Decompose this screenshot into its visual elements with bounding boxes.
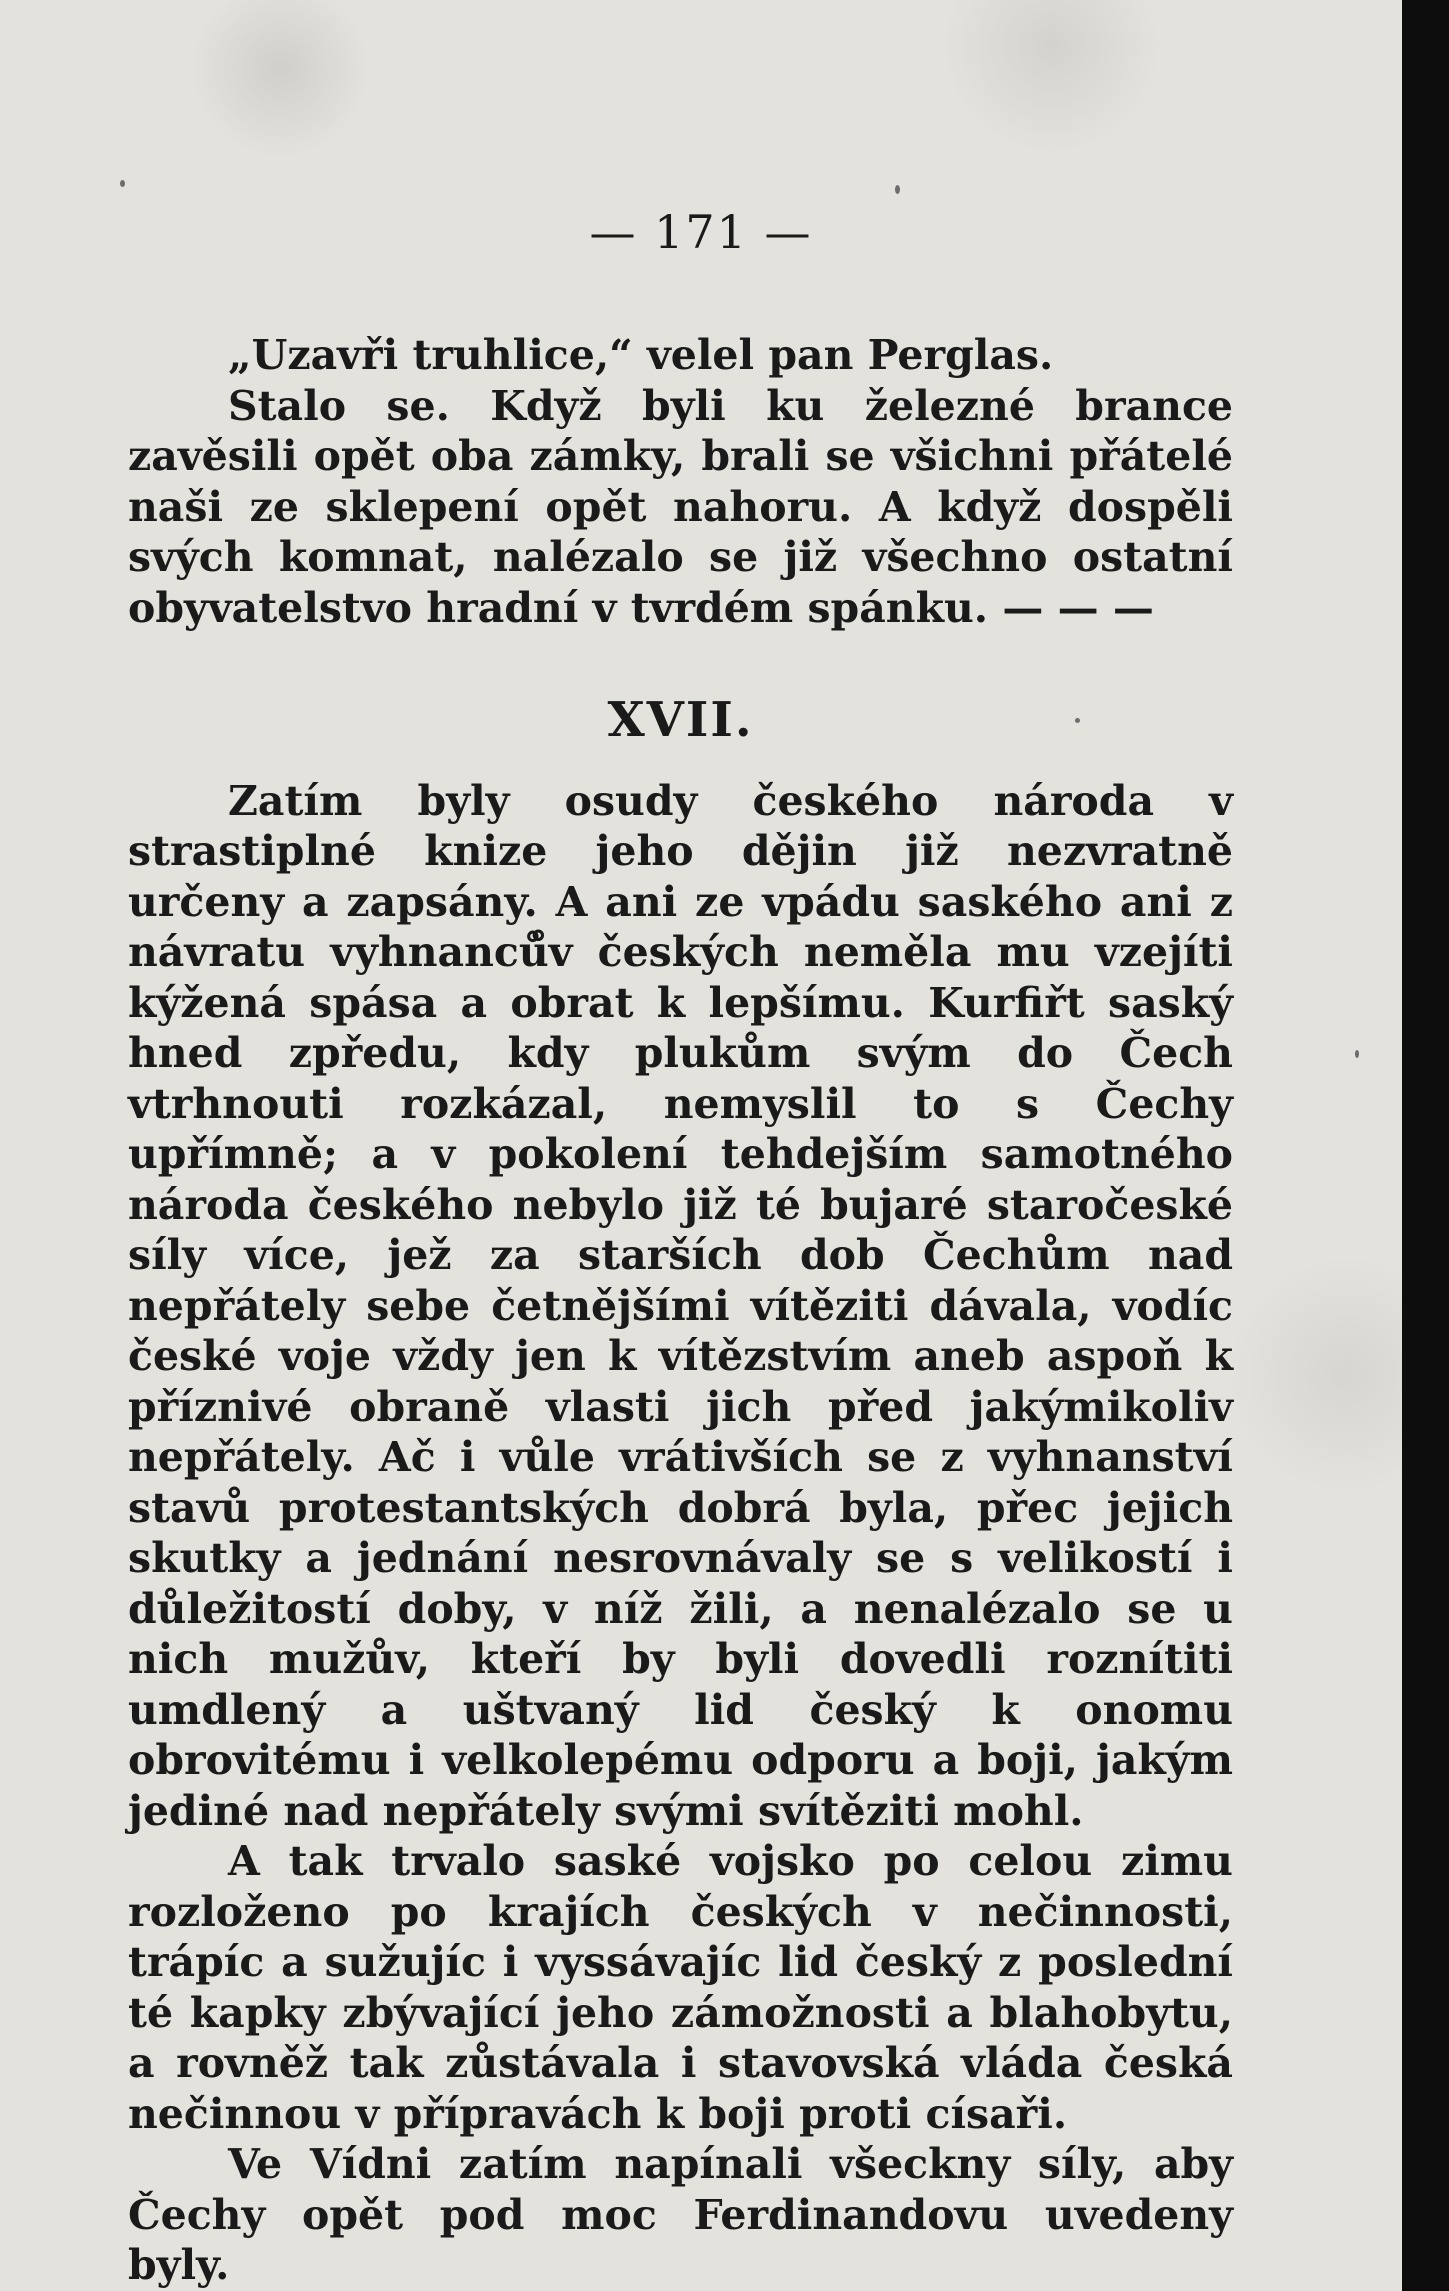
ink-speck (1355, 1050, 1359, 1058)
paragraph: „Uzavři truhlice,“ velel pan Perglas. (228, 331, 1054, 379)
paragraph: A tak trvalo saské vojsko po celou zimu rozloženo po krajích českých v nečinnosti, trápíc a sužujíc i vyssávajíc lid český z poslední té kapky zbývající jeho zámožnosti a blahobytu, a rovněž tak zůstávala i stavovská vláda česká nečinnou v přípravách k boji proti císaři. (128, 1837, 1233, 2138)
scan-border (1402, 0, 1449, 2291)
paragraph: Stalo se. Když byli ku železné brance zavěsili opět oba zámky, brali se všichni přátelé naši ze sklepení opět nahoru. A když dospěli svých komnat, nalézalo se již všechno ostatní obyvatelstvo hradní v tvrdém spánku. — — — (128, 381, 1233, 632)
ink-speck (120, 180, 125, 187)
body-text (128, 330, 1233, 2291)
ink-speck (895, 185, 900, 194)
paragraph: Ve Vídni zatím napínali všeckny síly, aby Čechy opět pod moc Ferdinandovu uvedeny byly. (128, 2140, 1233, 2289)
paragraph: Zatím byly osudy českého národa v strastiplné knize jeho dějin již nezvratně určeny a zapsány. A ani ze vpádu saského ani z návratu vyhnanců̊v českých neměla mu vzejíti kýžená spása a obrat k lepšímu. Kurfiřt saský hned zpředu, kdy plukům svým do Čech vtrhnouti rozkázal, nemyslil to s Čechy upřímně; a v pokolení tehdejším samotného národa českého nebylo již té bujaré staročeské síly více, jež za starších dob Čechům nad nepřátely sebe četnějšími vítěziti dávala, vodíc české voje vždy jen k vítězstvím aneb aspoň k příznivé obraně vlasti jich před jakýmikoliv nepřátely. Ač i vůle vrátivších se z vyhnanství stavů protestantských dobrá byla, přec jejich skutky a jednání nesrovnávaly se s velikostí i důležitostí doby, v níž žili, a nenalézalo se u nich mužův, kteří by byli dovedli roznítiti umdlený a uštvaný lid český k onomu obrovitému i velkolepému odporu a boji, jakým jediné nad nepřátely svými svítěziti mohl. (128, 776, 1233, 1835)
page-number: — 171 — (589, 205, 813, 259)
chapter-heading: XVII. (607, 692, 754, 748)
